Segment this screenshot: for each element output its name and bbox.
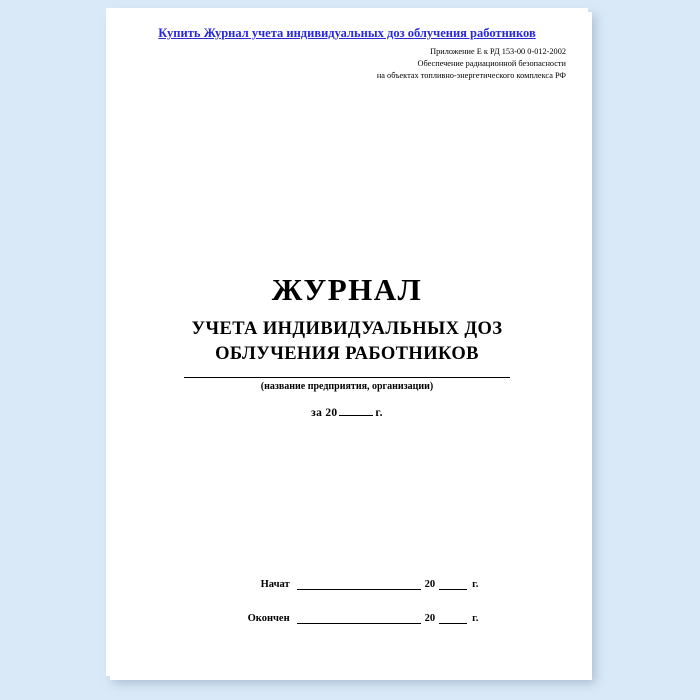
finished-label: Окончен (247, 613, 290, 624)
organization-year-suffix: г. (375, 407, 383, 419)
started-date-line (297, 578, 421, 590)
page-title: ЖУРНАЛ (271, 272, 423, 307)
buy-journal-link[interactable]: Купить Журнал учета индивидуальных доз облучения работников (158, 26, 536, 40)
started-year-suffix: г. (472, 579, 479, 590)
finished-row (106, 612, 588, 624)
finished-year-suffix: г. (472, 613, 479, 624)
organization-write-line (184, 376, 510, 378)
document-reference-header (236, 46, 566, 82)
finished-year-blank (439, 612, 467, 624)
started-year-prefix: 20 (424, 579, 436, 590)
document-title-block (106, 273, 588, 367)
buy-link-container (106, 24, 588, 42)
organization-block (106, 376, 588, 419)
document-page (106, 8, 588, 676)
page-subtitle-line-2: ОБЛУЧЕНИЯ РАБОТНИКОВ (215, 344, 479, 365)
started-year-blank (439, 578, 467, 590)
organization-year-line (106, 405, 588, 419)
reference-line-3: на объектах топливно-энергетического комплекса РФ (376, 71, 566, 81)
document-footer-block (106, 578, 588, 646)
finished-date-line (297, 612, 421, 624)
organization-year-blank (339, 405, 373, 416)
started-label: Начат (260, 579, 290, 590)
page-subtitle-line-1: УЧЕТА ИНДИВИДУАЛЬНЫХ ДОЗ (191, 319, 503, 340)
page-subtitle (106, 317, 588, 367)
finished-year-prefix: 20 (424, 613, 436, 624)
reference-line-2: Обеспечение радиационной безопасности (417, 59, 566, 69)
reference-line-1: Приложение Е к РД 153-00 0-012-2002 (430, 47, 566, 56)
organization-caption: (название предприятия, организации) (260, 381, 434, 392)
started-row (106, 578, 588, 590)
organization-year-prefix: за 20 (311, 407, 338, 419)
